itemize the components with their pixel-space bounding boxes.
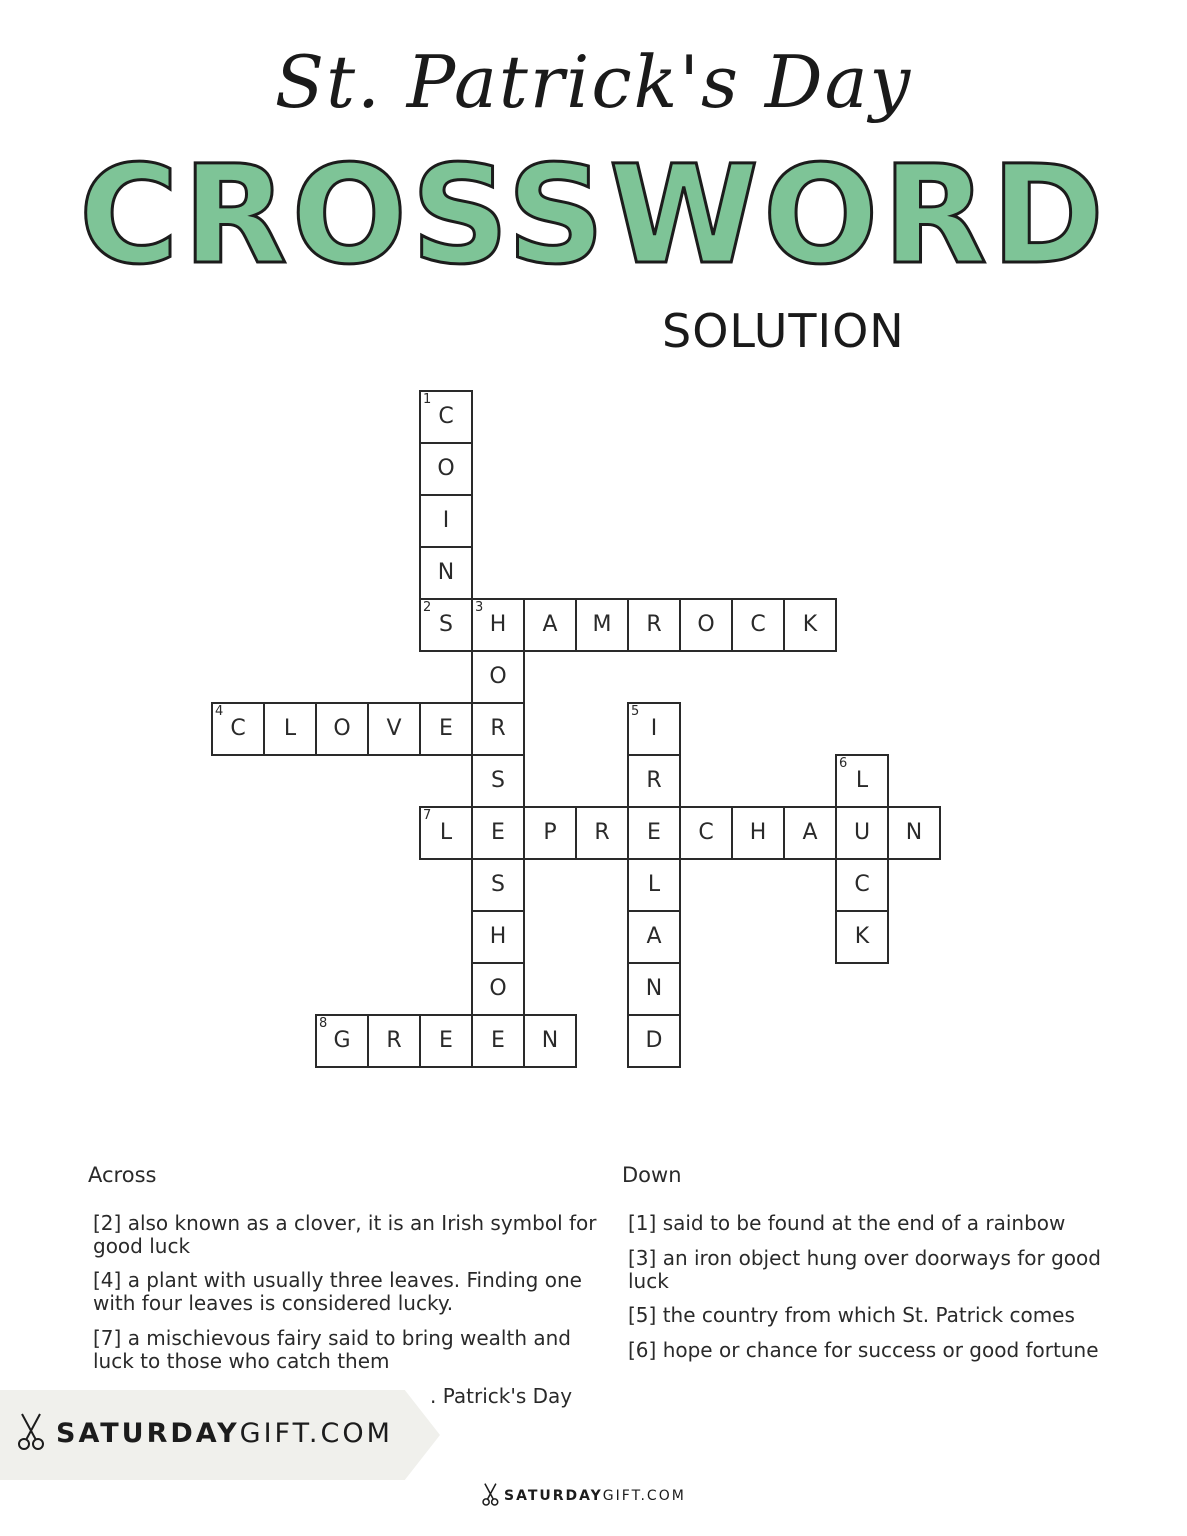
crossword-cell <box>679 598 733 652</box>
crossword-cell <box>367 1014 421 1068</box>
crossword-cell <box>471 702 525 756</box>
footer-brand[interactable] <box>504 1488 686 1504</box>
down-clue-6: [6] hope or chance for success or good fortune <box>628 1338 1099 1362</box>
crossword-cell <box>315 1014 369 1068</box>
crossword-cell <box>783 598 837 652</box>
crossword-cell <box>575 598 629 652</box>
cell-letter: A <box>646 924 662 949</box>
cell-letter: O <box>333 716 351 741</box>
crossword-cell <box>523 806 577 860</box>
down-clue-1: [1] said to be found at the end of a rainbow <box>628 1211 1066 1235</box>
crossword-cell <box>471 910 525 964</box>
clue-number: 7 <box>423 808 432 823</box>
cell-letter: H <box>749 820 767 845</box>
crossword-cell <box>679 806 733 860</box>
cell-letter: L <box>439 820 453 845</box>
crossword-cell <box>419 494 473 548</box>
crossword-cell <box>835 754 889 808</box>
across-clue-2: [2] also known as a clover, it is an Irish symbol for good luck <box>93 1211 597 1258</box>
crossword-cell <box>419 806 473 860</box>
cell-letter: O <box>437 456 455 481</box>
cell-letter: G <box>333 1028 351 1053</box>
down-clue-5: [5] the country from which St. Patrick comes <box>628 1303 1075 1327</box>
crossword-cell <box>627 962 681 1016</box>
cell-letter: E <box>439 1028 453 1053</box>
crossword-cell <box>731 598 785 652</box>
across-clue-7: [7] a mischievous fairy said to bring wealth and luck to those who catch them <box>93 1326 571 1373</box>
script-title: St. Patrick's Day <box>274 40 913 124</box>
cell-letter: E <box>491 820 505 845</box>
cell-letter: I <box>442 508 450 533</box>
cell-letter: K <box>802 612 818 637</box>
cell-letter: P <box>543 820 557 845</box>
crossword-cell <box>627 598 681 652</box>
clue-number: 2 <box>423 600 432 615</box>
cell-letter: C <box>854 872 870 897</box>
cell-letter: H <box>489 924 507 949</box>
crossword-cell <box>835 910 889 964</box>
across-clue-8-partial: . Patrick's Day <box>430 1384 573 1408</box>
clue-number: 4 <box>215 704 224 719</box>
cell-letter: L <box>647 872 661 897</box>
cell-letter: R <box>386 1028 402 1053</box>
cell-letter: R <box>646 768 662 793</box>
cell-letter: D <box>645 1028 663 1053</box>
crossword-cell <box>523 1014 577 1068</box>
cell-letter: N <box>905 820 923 845</box>
across-clue-4: [4] a plant with usually three leaves. Finding one with four leaves is considered lucky. <box>93 1268 582 1315</box>
cell-letter: O <box>697 612 715 637</box>
crossword-cell <box>835 858 889 912</box>
cell-letter: O <box>489 976 507 1001</box>
cell-letter: L <box>283 716 297 741</box>
brand-bold: SATURDAY <box>56 1418 240 1449</box>
cell-letter: E <box>439 716 453 741</box>
footer-brand-light: GIFT.COM <box>602 1488 686 1504</box>
crossword-cell <box>419 702 473 756</box>
cell-letter: N <box>437 560 455 585</box>
crossword-cell <box>627 1014 681 1068</box>
cell-letter: N <box>645 976 663 1001</box>
crossword-cell <box>627 806 681 860</box>
crossword-cell <box>419 390 473 444</box>
crossword-cell <box>419 598 473 652</box>
crossword-cell <box>419 546 473 600</box>
clue-number: 1 <box>423 392 432 407</box>
crossword-cell <box>471 598 525 652</box>
clue-number: 5 <box>631 704 640 719</box>
cell-letter: A <box>802 820 818 845</box>
crossword-cell <box>263 702 317 756</box>
crossword-cell <box>471 962 525 1016</box>
cell-letter: A <box>542 612 558 637</box>
cell-letter: S <box>491 768 505 793</box>
cell-letter: R <box>490 716 506 741</box>
cell-letter: S <box>491 872 505 897</box>
crossword-title: CROSSWORD <box>78 137 1109 295</box>
cell-letter: V <box>386 716 402 741</box>
cell-letter: N <box>541 1028 559 1053</box>
crossword-cell <box>887 806 941 860</box>
crossword-cell <box>211 702 265 756</box>
clue-number: 6 <box>839 756 848 771</box>
crossword-cell <box>419 442 473 496</box>
crossword-cell <box>835 806 889 860</box>
brand-logo[interactable] <box>56 1418 393 1449</box>
crossword-cell <box>627 702 681 756</box>
crossword-cell <box>627 910 681 964</box>
cell-letter: U <box>853 820 871 845</box>
footer-brand-bold: SATURDAY <box>504 1488 603 1504</box>
solution-label: SOLUTION <box>662 304 905 358</box>
crossword-cell <box>471 1014 525 1068</box>
cell-letter: K <box>854 924 870 949</box>
clue-number: 8 <box>319 1016 328 1031</box>
cell-letter: C <box>698 820 714 845</box>
down-clue-3: [3] an iron object hung over doorways for good luck <box>628 1246 1101 1293</box>
cell-letter: C <box>750 612 766 637</box>
down-heading: Down <box>622 1163 682 1187</box>
cell-letter: R <box>646 612 662 637</box>
cell-letter: L <box>855 768 869 793</box>
crossword-cell <box>627 858 681 912</box>
crossword-cell <box>523 598 577 652</box>
crossword-cell <box>471 806 525 860</box>
crossword-cell <box>471 858 525 912</box>
cell-letter: E <box>491 1028 505 1053</box>
crossword-cell <box>471 754 525 808</box>
crossword-cell <box>783 806 837 860</box>
crossword-cell <box>575 806 629 860</box>
brand-light: GIFT.COM <box>239 1418 393 1449</box>
cell-letter: C <box>230 716 246 741</box>
scissors-icon <box>14 1410 50 1452</box>
clue-number: 3 <box>475 600 484 615</box>
crossword-cell <box>731 806 785 860</box>
footer-scissors-icon <box>480 1481 502 1507</box>
across-heading: Across <box>88 1163 157 1187</box>
crossword-cell <box>315 702 369 756</box>
cell-letter: C <box>438 404 454 429</box>
crossword-cell <box>627 754 681 808</box>
cell-letter: R <box>594 820 610 845</box>
cell-letter: S <box>439 612 453 637</box>
cell-letter: O <box>489 664 507 689</box>
crossword-cell <box>471 650 525 704</box>
cell-letter: E <box>647 820 661 845</box>
cell-letter: H <box>489 612 507 637</box>
crossword-cell <box>367 702 421 756</box>
crossword-cell <box>419 1014 473 1068</box>
cell-letter: I <box>650 716 658 741</box>
cell-letter: M <box>592 612 612 637</box>
